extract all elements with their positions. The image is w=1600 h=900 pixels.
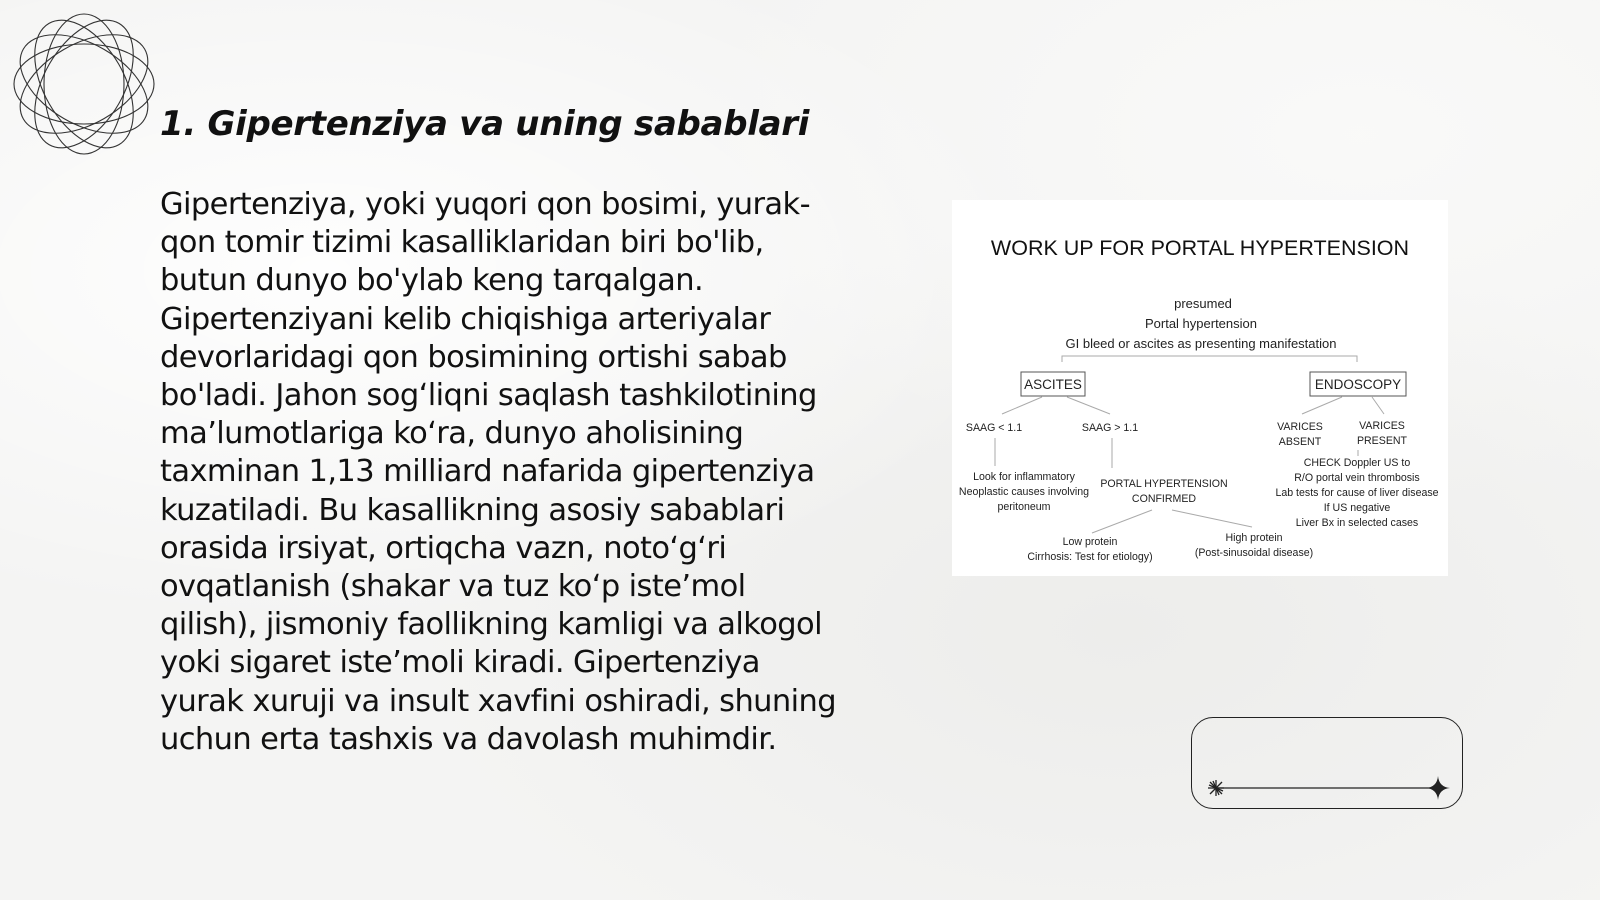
varices-absent-1: VARICES [1277, 421, 1323, 433]
low-protein-2: Cirrhosis: Test for etiology) [1027, 551, 1153, 563]
confirmed-1: PORTAL HYPERTENSION [1100, 478, 1228, 490]
root-line-1: presumed [1174, 296, 1232, 311]
saag-low-action-2: Neoplastic causes involving [958, 486, 1090, 498]
portal-hypertension-flowchart [952, 200, 1448, 576]
ascites-box: ASCITES [1024, 377, 1082, 392]
absent-action-1: CHECK Doppler US to [1303, 457, 1411, 469]
varices-present-2: PRESENT [1356, 435, 1408, 447]
starburst-icon [1208, 780, 1224, 796]
varices-present-1: VARICES [1359, 420, 1405, 432]
sparkle-icon [1426, 776, 1450, 800]
rosette-ornament-icon [10, 10, 158, 158]
slide-title: 1. Gipertenziya va uning sabablari [160, 104, 810, 144]
confirmed-2: CONFIRMED [1131, 493, 1197, 505]
high-protein-2: (Post-sinusoidal disease) [1194, 547, 1314, 559]
saag-low-action-3: peritoneum [997, 501, 1051, 513]
root-line-3: GI bleed or ascites as presenting manifestation [1065, 336, 1337, 351]
root-line-2: Portal hypertension [1144, 316, 1258, 331]
timeline-card [1191, 717, 1463, 809]
absent-action-2: R/O portal vein thrombosis [1294, 472, 1420, 484]
flowchart-title: WORK UP FOR PORTAL HYPERTENSION [990, 236, 1410, 260]
saag-low: SAAG < 1.1 [965, 422, 1023, 434]
endoscopy-box: ENDOSCOPY [1314, 377, 1402, 392]
absent-action-4: If US negative [1323, 502, 1391, 514]
low-protein-1: Low protein [1062, 536, 1118, 548]
absent-action-3: Lab tests for cause of liver disease [1275, 487, 1439, 499]
high-protein-1: High protein [1225, 532, 1283, 544]
saag-low-action-1: Look for inflammatory [973, 471, 1075, 483]
varices-absent-2: ABSENT [1278, 436, 1322, 448]
absent-action-5: Liver Bx in selected cases [1295, 517, 1419, 529]
saag-high: SAAG > 1.1 [1081, 422, 1139, 434]
body-paragraph: Gipertenziya, yoki yuqori qon bosimi, yurak-qon tomir tizimi kasalliklaridan biri bo'lib, butun dunyo bo'ylab keng tarqalgan. Gipertenziyani kelib chiqishiga arteriyalar devorlaridagi qon bosimining ortishi sabab bo'ladi. Jahon sog‘liqni saqlash tashkilotining ma’lumotlariga ko‘ra, dunyo aholisining taxminan 1,13 milliard nafarida gipertenziya kuzatiladi. Bu kasallikning asosiy sabablari orasida irsiyat, ortiqcha vazn, noto‘g‘ri ovqatlanish (shakar va tuz ko‘p iste’mol qilish), jismoniy faollikning kamligi va alkogol yoki sigaret iste’moli kiradi. Gipertenziya yurak xuruji va insult xavfini oshiradi, shuning uchun erta tashxis va davolash muhimdir. [160, 187, 837, 757]
